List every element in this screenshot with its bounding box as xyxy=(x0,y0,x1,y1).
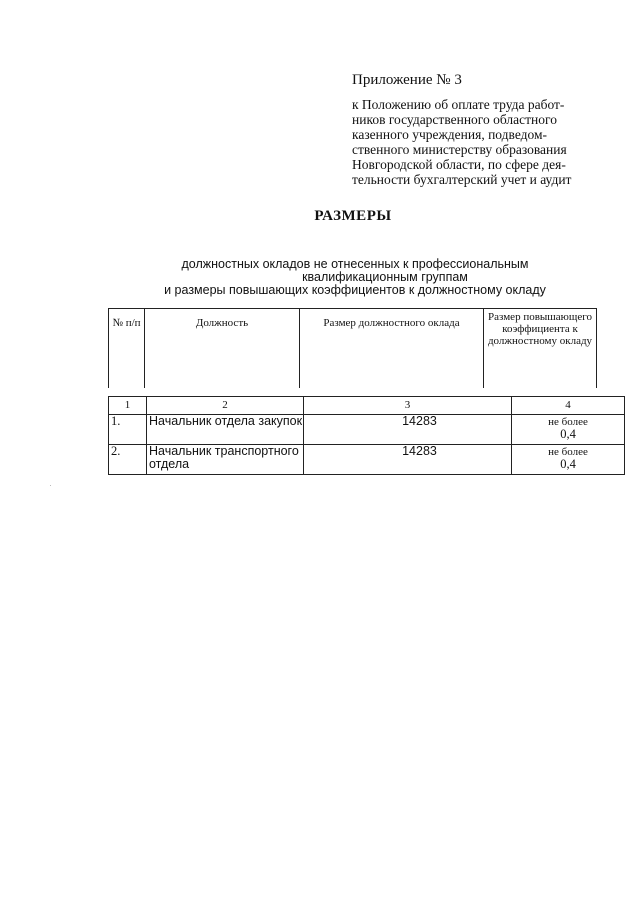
header-coef: Размер повышающего коэффициента к должностному окладу xyxy=(484,309,597,389)
data-table xyxy=(108,396,625,475)
coef-value: 0,4 xyxy=(560,457,576,471)
appendix-line: казенного учреждения, подведом- xyxy=(352,127,548,142)
column-number: 2 xyxy=(147,397,304,415)
scan-mark xyxy=(50,485,51,486)
table-row xyxy=(109,445,625,475)
subheading-line: и размеры повышающих коэффициентов к должностному окладу xyxy=(164,283,546,297)
row-coef xyxy=(512,415,625,445)
column-number: 3 xyxy=(304,397,512,415)
row-salary: 14283 xyxy=(304,415,512,445)
appendix-line: ников государственного областного xyxy=(352,112,557,127)
row-coef xyxy=(512,445,625,475)
appendix-line: к Положению об оплате труда работ- xyxy=(352,97,565,112)
row-number: 2. xyxy=(109,445,147,475)
row-salary: 14283 xyxy=(304,445,512,475)
appendix-text xyxy=(352,97,612,187)
column-number-row xyxy=(109,397,625,415)
subheading-line: квалификационным группам xyxy=(302,270,468,284)
appendix-line: Новгородской области, по сфере дея- xyxy=(352,157,566,172)
appendix-line: ственного министерству образования xyxy=(352,142,567,157)
header-salary: Размер должностного оклада xyxy=(300,309,484,389)
header-num: № п/п xyxy=(109,309,145,389)
column-number: 1 xyxy=(109,397,147,415)
row-position: Начальник отдела закупок xyxy=(147,415,304,445)
header-table xyxy=(108,308,597,388)
coef-prefix: не более xyxy=(548,416,588,428)
document-heading: РАЗМЕРЫ xyxy=(314,208,392,224)
appendix-title: Приложение № 3 xyxy=(352,72,462,88)
coef-value: 0,4 xyxy=(560,427,576,441)
subheading-line: должностных окладов не отнесенных к профессиональным xyxy=(181,257,529,271)
header-row xyxy=(109,309,597,389)
header-position: Должность xyxy=(145,309,300,389)
appendix-line: тельности бухгалтерский учет и аудит xyxy=(352,172,572,187)
table-row xyxy=(109,415,625,445)
row-position: Начальник транспортного отдела xyxy=(147,445,304,475)
row-number: 1. xyxy=(109,415,147,445)
coef-prefix: не более xyxy=(548,446,588,458)
column-number: 4 xyxy=(512,397,625,415)
document-subheading xyxy=(120,258,590,297)
